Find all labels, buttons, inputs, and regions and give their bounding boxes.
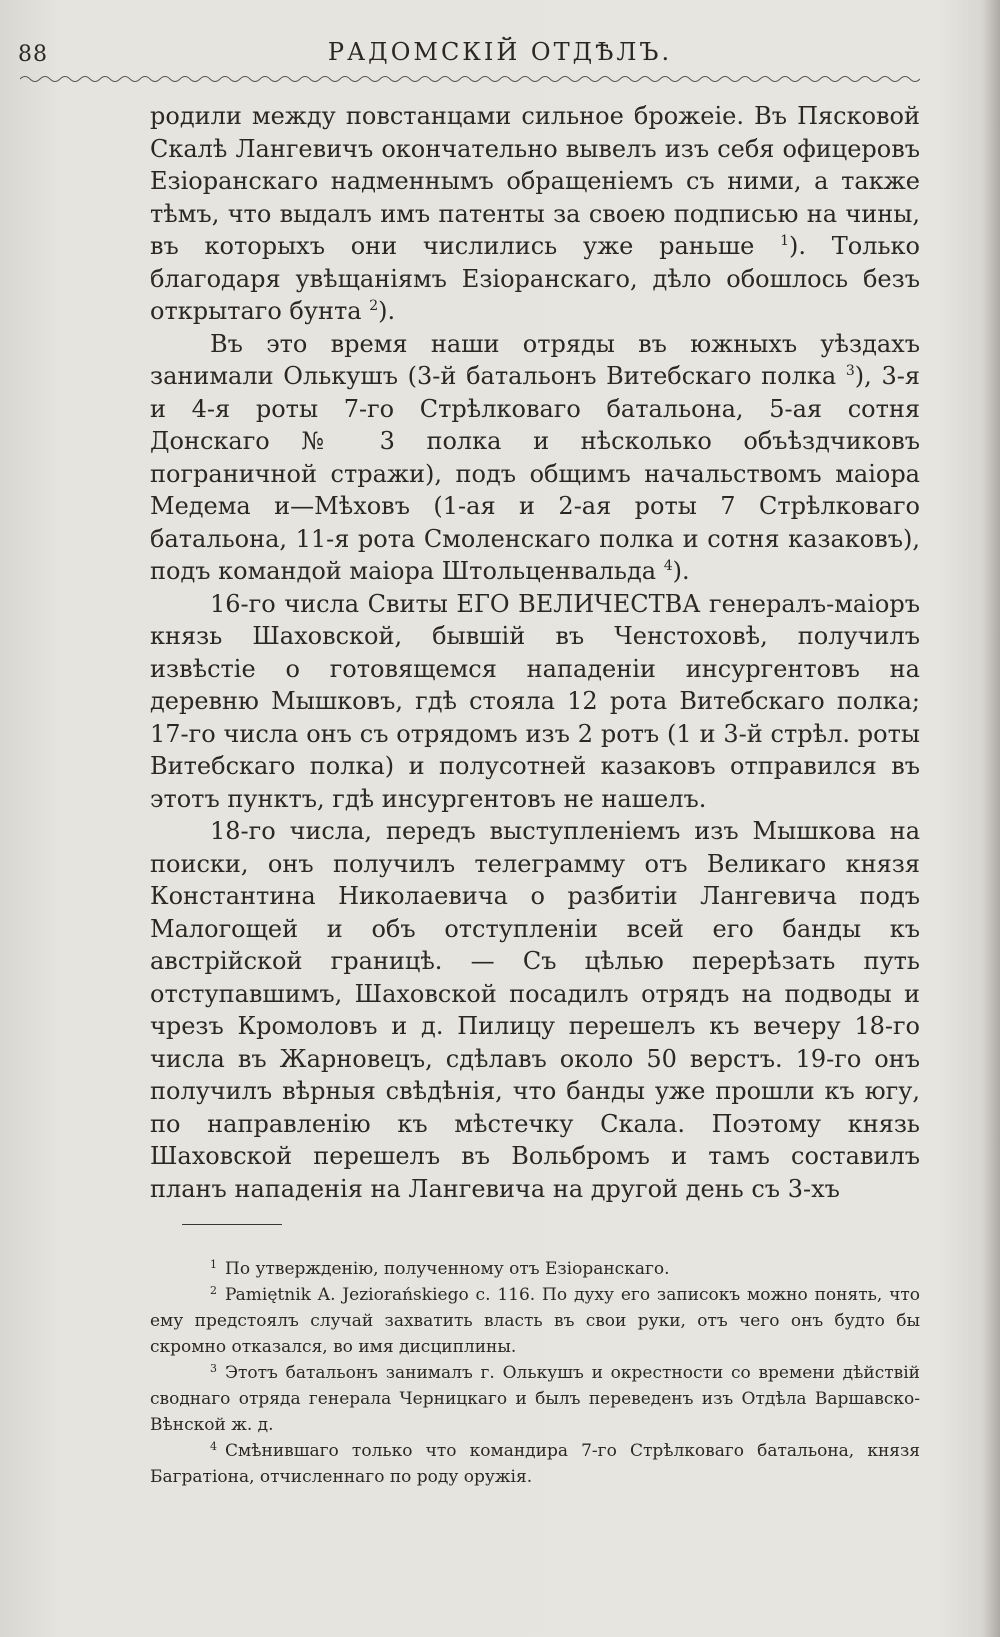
- footnote-ref-3: 3: [845, 363, 855, 379]
- footnotes: [150, 1256, 920, 1490]
- footnote-ref-1: 1: [780, 233, 790, 249]
- page-gutter-shadow: [982, 0, 1000, 1637]
- paragraph-3: 16-го числа Свиты ЕГО ВЕЛИЧЕСТВА генералъ-маіоръ князь Шаховской, бывшій въ Ченстоховѣ, получилъ извѣстіе о готовящемся нападеніи инсургентовъ на деревню Мышковъ, гдѣ стояла 12 рота Витебскаго полка; 17-го числа онъ съ отрядомъ изъ 2 ротъ (1 и 3-й стрѣл. роты Витебскаго полка) и полусотней казаковъ отправился въ этотъ пунктъ, гдѣ инсургентовъ не нашелъ.: [150, 589, 920, 813]
- paragraph-4: 18-го числа, передъ выступленіемъ изъ Мышкова на поиски, онъ получилъ телеграмму отъ Великаго князя Константина Николаевича о разбитіи Лангевича подъ Малогощей и объ отступленіи всей его банды къ австрійской границѣ. — Съ цѣлью перерѣзать путь отступавшимъ, Шаховской посадилъ отрядъ на подводы и чрезъ Кромоловъ и д. Пилицу перешелъ къ вечеру 18-го числа въ Жарновецъ, сдѣлавъ около 50 верстъ. 19-го онъ получилъ вѣрныя свѣдѣнія, что банды уже прошли къ югу, по направленію къ мѣстечку Скала. Поэтому князь Шаховской перешелъ въ Вольбромъ и тамъ составилъ планъ нападенія на Лангевича на другой день съ 3-хъ: [150, 817, 920, 1203]
- footnote-ref-2: 2: [369, 298, 379, 314]
- footnote-4: $^4$ Смѣнившаго только что командира 7-го Стрѣлковаго батальона, князя Багратіона, отчисленнаго по роду оружія.: [150, 1440, 920, 1487]
- footnote-ref-4: 4: [663, 558, 673, 574]
- footnote-3: $^3$ Этотъ батальонъ занималъ г. Олькушъ и окрестности со времени дѣйствій своднаго отряда генерала Черницкаго и былъ переведенъ изъ Отдѣла Варшавско-Вѣнской ж. д.: [150, 1362, 920, 1435]
- main-text: [150, 100, 920, 1205]
- footnote-2: $^2$ Pamiętnik A. Jeziorańskiego с. 116. По духу его записокъ можно понять, что ему предстоялъ случай захватить власть въ свои руки, отъ чего онъ будто бы скромно отказался, во имя дисциплины.: [150, 1284, 920, 1357]
- page-number: 88: [18, 42, 48, 67]
- running-head: РАДОМСКІЙ ОТДѢЛЪ.: [327, 38, 673, 66]
- footnote-divider: [182, 1224, 282, 1225]
- wavy-rule-ornament: [20, 72, 920, 86]
- paragraph-1: родили между повстанцами сильное брожеіе. Въ Пясковой Скалѣ Лангевичъ окончательно вывелъ изъ себя офицеровъ Езіоранскаго надменнымъ обращеніемъ съ ними, а также тѣмъ, что выдалъ имъ патенты за своею подписью на чины, въ которыхъ они числились уже раньше $^1$). Только благодаря увѣщаніямъ Езіоранскаго, дѣло обошлось безъ открытаго бунта $^2$).: [150, 102, 921, 325]
- footnote-1: $^1$ По утвержденію, полученному отъ Езіоранскаго.: [210, 1258, 670, 1279]
- paragraph-2: Въ это время наши отряды въ южныхъ уѣздахъ занимали Олькушъ (3-й батальонъ Витебскаго полка $^3$), 3-я и 4-я роты 7-го Стрѣлковаго батальона, 5-ая сотня Донскаго № 3 полка и нѣсколько объѣздчиковъ пограничной стражи), подъ общимъ начальствомъ маіора Медема и—Мѣховъ (1-ая и 2-ая роты 7 Стрѣлковаго батальона, 11-я рота Смоленскаго полка и сотня казаковъ), подъ командой маіора Штольценвальда $^4$).: [150, 329, 920, 585]
